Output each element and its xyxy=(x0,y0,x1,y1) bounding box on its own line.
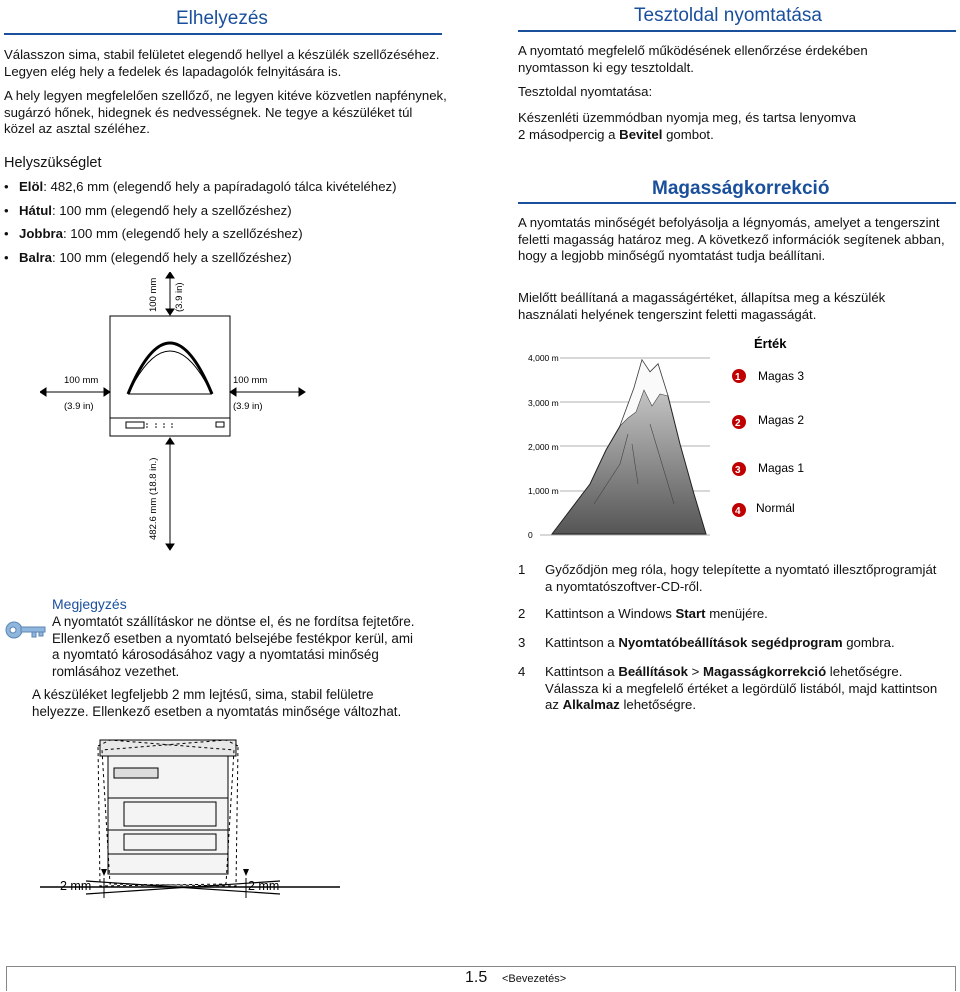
altitude-label: 3,000 m xyxy=(528,398,559,408)
test-step-text: Készenléti üzemmódban nyomja meg, és tartsa lenyomva 2 másodpercig a Bevitel gombot. xyxy=(518,110,856,142)
mountain-graphic xyxy=(552,360,706,534)
right-clearance-in: (3.9 in) xyxy=(233,401,263,412)
top-clearance-in: (3.9 in) xyxy=(174,282,185,312)
tilt-left-label: 2 mm xyxy=(60,879,92,893)
section-title-placement: Elhelyezés xyxy=(176,8,268,29)
top-clearance-mm: 100 mm xyxy=(148,277,159,312)
note-title: Megjegyzés xyxy=(52,596,127,612)
section-title-altitude: Magasságkorrekció xyxy=(652,178,830,199)
altitude-label: 2,000 m xyxy=(528,442,559,452)
value-label: Magas 1 xyxy=(758,461,805,475)
tilt-text: A készüléket legfeljebb 2 mm lejtésű, sima, stabil felületre helyezze. Ellenkező esetben a nyomtatás minősége változhat. xyxy=(32,687,402,719)
altitude-before-text: Mielőtt beállítaná a magasságértéket, állapítsa meg a készülék használati helyének tengerszint feletti magasságát. xyxy=(518,290,886,322)
list-item: • Jobbra: 100 mm (elegendő hely a szellőzéshez) xyxy=(4,226,303,241)
altitude-label: 1,000 m xyxy=(528,486,559,496)
value-label: Magas 3 xyxy=(758,369,805,383)
space-requirements-list xyxy=(4,179,397,273)
space-heading: Helyszükséglet xyxy=(4,155,102,171)
front-clearance-label: 482.6 mm (18.8 in.) xyxy=(148,457,159,540)
value-number: 1 xyxy=(735,372,741,383)
value-label: Magas 2 xyxy=(758,413,805,427)
right-clearance-mm: 100 mm xyxy=(233,375,268,386)
altitude-label: 4,000 m xyxy=(528,353,559,363)
title-rule xyxy=(518,202,956,204)
intro-text: Válasszon sima, stabil felületet elegendő hellyel a készülék szellőzéséhez. Legyen elég hely a fedelek és lapadagolók felnyitására is. xyxy=(4,47,440,79)
value-number: 3 xyxy=(735,465,741,476)
altitude-label: 0 xyxy=(528,530,533,540)
list-item: • Balra: 100 mm (elegendő hely a szellőzéshez) xyxy=(4,249,292,265)
clearance-diagram xyxy=(40,272,320,554)
altitude-intro-text: A nyomtatás minőségét befolyásolja a légnyomás, amelyet a tengerszint feletti magasság határoz meg. A következő információk segítenek abban, hogy a legjobb minőségű nyomtatást tudja beállítani. xyxy=(518,215,945,263)
test-label: Tesztoldal nyomtatása: xyxy=(518,84,653,99)
tilt-right-label: 2 mm xyxy=(248,879,280,893)
value-number: 2 xyxy=(735,418,741,429)
warning-text: A hely legyen megfelelően szellőző, ne legyen kitéve közvetlen napfénynek, sugárzó hőnek, hidegnek és nedvességnek. Ne tegye a készüléket túl közel az asztal széléhez. xyxy=(4,88,447,136)
left-clearance-mm: 100 mm xyxy=(64,375,99,386)
title-rule xyxy=(518,30,956,32)
value-number: 4 xyxy=(735,506,741,517)
test-intro-text: A nyomtató megfelelő működésének ellenőrzése érdekében nyomtasson ki egy tesztoldalt. xyxy=(518,43,868,75)
page-number: 1.5 xyxy=(465,969,488,986)
left-clearance-in: (3.9 in) xyxy=(64,401,94,412)
value-label: Normál xyxy=(756,501,795,515)
key-icon xyxy=(2,618,48,642)
list-item: • Elöl: 482,6 mm (elegendő hely a papíradagoló tálca kivételéhez) xyxy=(4,179,397,194)
section-title-test-page: Tesztoldal nyomtatása xyxy=(634,5,822,26)
value-header: Érték xyxy=(754,336,787,351)
list-item: • Hátul: 100 mm (elegendő hely a szellőzéshez) xyxy=(4,202,292,218)
altitude-chart xyxy=(510,334,950,544)
note-text: A nyomtatót szállításkor ne döntse el, és ne fordítsa fejtetőre. Ellenkező esetben a nyomtató belsejébe festékpor kerül, ami a nyomtató károsodásához vagy a nyomtatási minőség romlásához vezethet. xyxy=(52,614,415,679)
footer-section: <Bevezetés> xyxy=(502,973,567,985)
title-rule xyxy=(4,33,442,35)
tilt-diagram xyxy=(40,736,340,898)
